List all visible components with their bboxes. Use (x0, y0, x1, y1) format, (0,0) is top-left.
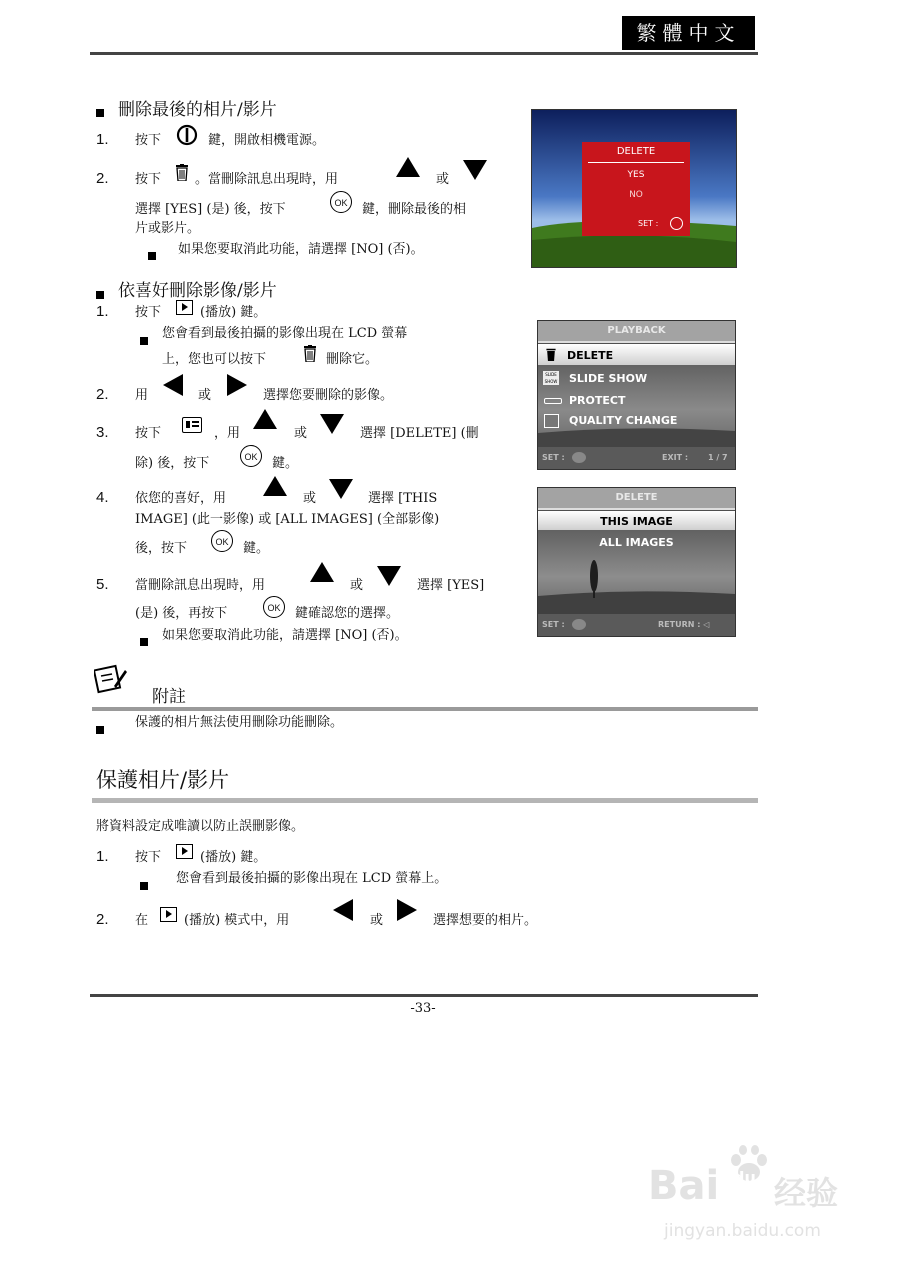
dialog-no: NO (629, 190, 643, 200)
note-bullet-mark (96, 719, 104, 738)
s2-step5-num: 5. (96, 576, 109, 593)
right-arrow-icon (397, 899, 417, 921)
watermark-brand: Bai (648, 1163, 720, 1209)
s2-step1-a: 按下 (135, 305, 162, 320)
play-icon (176, 844, 193, 859)
playback-title: PLAYBACK (607, 325, 666, 336)
up-arrow-icon (263, 476, 287, 496)
s2-step1-bullet-l2b: 刪除它。 (326, 352, 379, 367)
playback-ok-icon (572, 452, 586, 463)
section3-rule (92, 798, 758, 803)
section2-title: 依喜好刪除影像/影片 (118, 281, 277, 301)
s2-step4-l3b: 鍵。 (243, 541, 270, 556)
s2-step3-d: 選擇 [DELETE] (刪 (360, 426, 479, 441)
slide-show-icon: SLIDE SHOW (544, 372, 558, 384)
playback-item-delete[interactable]: DELETE (567, 349, 614, 362)
left-arrow-icon (333, 899, 353, 921)
key-icon (544, 398, 562, 404)
dialog-ok-icon (670, 217, 683, 230)
lcd-delete-dialog (531, 109, 737, 268)
s3-step2-num: 2. (96, 911, 109, 928)
s2-step5-c: 選擇 [YES] (417, 578, 485, 593)
s2-step5-l2b: 鍵確認您的選擇。 (295, 606, 400, 621)
down-arrow-icon (329, 479, 353, 499)
note-title: 附註 (152, 687, 186, 707)
lcd-delete-menu (537, 487, 736, 637)
section3-title: 保護相片/影片 (96, 768, 230, 792)
s1-step2-b: 。當刪除訊息出現時，用 (195, 172, 339, 187)
ok-button-icon: OK (263, 596, 285, 618)
playback-footer (538, 447, 735, 469)
footer-rule (90, 994, 758, 997)
s2-step2-num: 2. (96, 386, 109, 403)
dialog-yes: YES (627, 170, 645, 180)
s2-step3-f: 鍵。 (272, 456, 299, 471)
section3-intro: 將資料設定成唯讀以防止誤刪影像。 (96, 819, 305, 834)
s1-step2-or: 或 (436, 172, 450, 187)
watermark-url: jingyan.baidu.com (664, 1221, 821, 1241)
section1-title: 刪除最後的相片/影片 (118, 100, 277, 120)
watermark-cn: 经验 (774, 1174, 839, 1212)
delete-menu-title-bar (538, 488, 735, 510)
s2-step4-b: 或 (303, 491, 317, 506)
play-icon (160, 907, 177, 922)
delete-menu-title: DELETE (615, 492, 658, 503)
s2-step5-bullet: 如果您要取消此功能，請選擇 [NO] (否)。 (162, 628, 408, 643)
left-arrow-icon (163, 374, 183, 396)
delete-menu-return: RETURN : ◁ (658, 620, 710, 629)
s3-step1-num: 1. (96, 848, 109, 865)
s2-step2-b: 或 (198, 388, 212, 403)
note-bullet: 保護的相片無法使用刪除功能刪除。 (135, 715, 344, 730)
playback-set: SET : (542, 453, 565, 462)
down-arrow-icon (377, 566, 401, 586)
menu-button-icon (182, 417, 202, 433)
trash-icon (546, 348, 556, 361)
s3-step1-b: (播放) 鍵。 (200, 850, 267, 865)
s1-step2-num: 2. (96, 170, 109, 187)
s2-step5-l2a: (是) 後，再按下 (135, 606, 228, 621)
s2-bullet-mark (140, 330, 148, 349)
s3-step2-a: 在 (135, 913, 149, 928)
ok-button-icon: OK (211, 530, 233, 552)
playback-page: 1 / 7 (708, 453, 728, 462)
s2-step3-e: 除) 後，按下 (135, 456, 210, 471)
ok-button-icon: OK (240, 445, 262, 467)
s3-step2-b: (播放) 模式中，用 (184, 913, 290, 928)
s3-bullet-mark (140, 875, 148, 894)
up-arrow-icon (396, 157, 420, 177)
play-icon (176, 300, 193, 315)
section2-bullet (96, 284, 104, 303)
s2-step4-l2: IMAGE] (此一影像) 或 [ALL IMAGES] (全部影像) (135, 512, 440, 527)
delete-menu-all-images[interactable]: ALL IMAGES (599, 536, 674, 549)
s3-step2-c: 或 (370, 913, 384, 928)
s2-step1-bullet-l1: 您會看到最後拍攝的影像出現在 LCD 螢幕 (162, 326, 408, 341)
s2-step1-bullet-l2a: 上，您也可以按下 (162, 352, 267, 367)
playback-item-quality-change[interactable]: QUALITY CHANGE (569, 414, 678, 427)
s2-step1-num: 1. (96, 303, 109, 320)
s2-step1-b: (播放) 鍵。 (200, 305, 267, 320)
s1-step1-a: 按下 (135, 133, 162, 148)
s1-step2-a: 按下 (135, 172, 162, 187)
trash-icon (304, 345, 316, 362)
dialog-title: DELETE (616, 146, 656, 157)
s1-step1-b: 鍵，開啟相機電源。 (208, 133, 326, 148)
s2-step5-b: 或 (350, 578, 364, 593)
delete-menu-ok-icon (572, 619, 586, 630)
s2-step4-c: 選擇 [THIS (368, 491, 438, 506)
s2-step3-a: 按下 (135, 426, 162, 441)
trash-icon (176, 164, 188, 181)
s2-step2-a: 用 (135, 388, 149, 403)
s2-step4-num: 4. (96, 489, 109, 506)
down-arrow-icon (463, 160, 487, 180)
s2-step3-b: ，用 (214, 426, 241, 441)
playback-item-slide-show[interactable]: SLIDE SHOW (569, 372, 648, 385)
delete-dialog-box (582, 142, 690, 236)
dialog-set: SET : (638, 219, 659, 228)
s2-step5-bullet-mark (140, 631, 148, 650)
language-tab: 繁體中文 (622, 16, 755, 50)
s3-step1-bullet: 您會看到最後拍攝的影像出現在 LCD 螢幕上。 (176, 871, 448, 886)
section1-bullet (96, 102, 104, 121)
page-number: -33- (410, 1001, 436, 1016)
s1-step2-line3: 片或影片。 (135, 221, 201, 236)
s1-step2-line2b: 鍵，刪除最後的相 (362, 202, 467, 217)
s2-step5-a: 當刪除訊息出現時，用 (135, 578, 266, 593)
power-icon (176, 124, 198, 146)
s2-step2-c: 選擇您要刪除的影像。 (263, 388, 394, 403)
down-arrow-icon (320, 414, 344, 434)
playback-item-protect[interactable]: PROTECT (569, 394, 626, 407)
right-arrow-icon (227, 374, 247, 396)
ok-button-icon: OK (330, 191, 352, 213)
s1-step2-line2a: 選擇 [YES] (是) 後，按下 (135, 202, 286, 217)
note-pencil-icon (94, 664, 128, 694)
s2-step3-c: 或 (294, 426, 308, 441)
s1-step1-num: 1. (96, 131, 109, 148)
s1-bullet-mark (148, 245, 156, 264)
s3-step2-d: 選擇想要的相片。 (433, 913, 538, 928)
s1-step2-bullet: 如果您要取消此功能，請選擇 [NO] (否)。 (178, 242, 424, 257)
playback-title-bar (538, 321, 735, 343)
playback-exit: EXIT : (662, 453, 689, 462)
delete-menu-set: SET : (542, 620, 565, 629)
delete-menu-this-image[interactable]: THIS IMAGE (600, 515, 673, 528)
lcd-playback-menu (537, 320, 736, 470)
note-rule (92, 707, 758, 711)
s3-step1-a: 按下 (135, 850, 162, 865)
up-arrow-icon (310, 562, 334, 582)
s2-step4-l3a: 後，按下 (135, 541, 188, 556)
up-arrow-icon (253, 409, 277, 429)
s2-step4-a: 依您的喜好，用 (135, 491, 227, 506)
watermark-brand2: du (733, 1168, 756, 1187)
s2-step3-num: 3. (96, 424, 109, 441)
quality-icon (544, 414, 559, 428)
header-rule (90, 52, 758, 55)
